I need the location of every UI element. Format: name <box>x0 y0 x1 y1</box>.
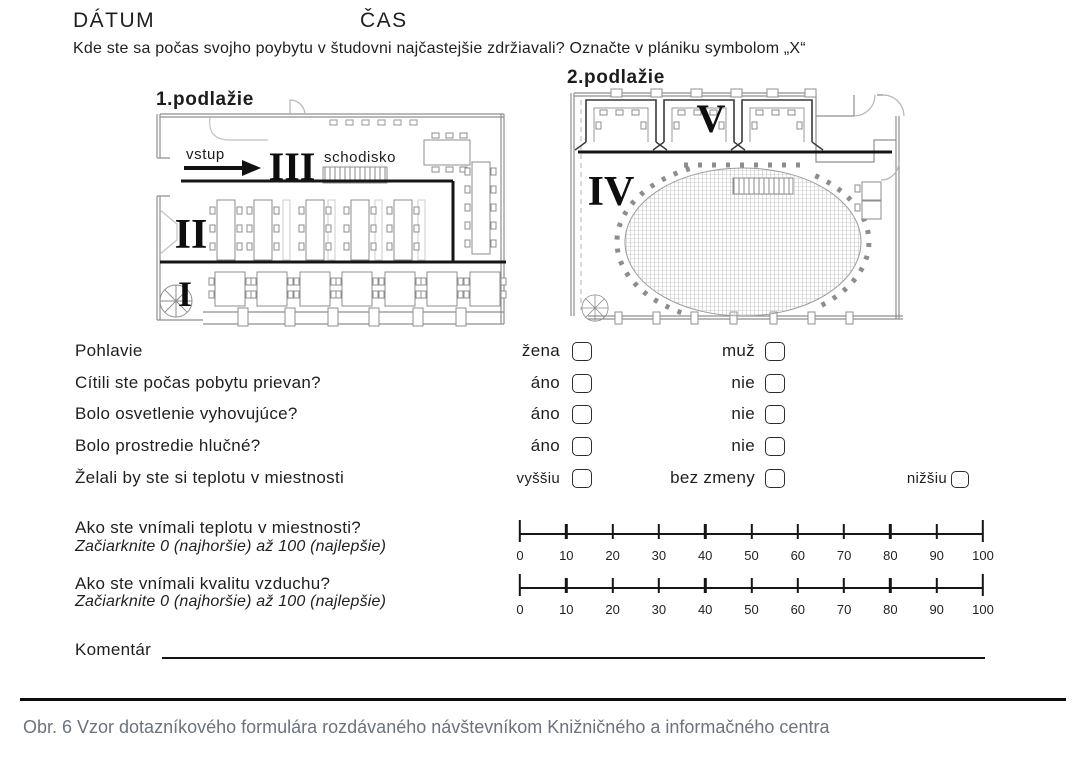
option-label-zena: žena <box>521 341 560 360</box>
scale-tick <box>750 578 752 593</box>
option-label-muz: muž <box>721 341 755 360</box>
scale-tick-label: 50 <box>744 602 759 617</box>
scale-tick <box>704 578 706 593</box>
scale-tick-label: 90 <box>929 602 944 617</box>
scale-tick <box>519 574 521 596</box>
scale-tick <box>565 524 567 539</box>
survey-question: Želali by ste si teplotu v miestnosti <box>75 468 345 487</box>
option-label-nie: nie <box>731 373 755 392</box>
scale-tick <box>935 578 937 593</box>
floor1-top-right-table <box>424 133 470 172</box>
scale-tick <box>565 578 567 593</box>
date-label: DÁTUM <box>73 9 156 32</box>
scale-tick-label: 20 <box>605 602 620 617</box>
scale-tick-label: 60 <box>790 548 806 563</box>
survey-row-lighting <box>0 404 1088 426</box>
scale-instruction-temperature: Začiarknite 0 (najhoršie) až 100 (najlepšie) <box>75 538 387 555</box>
scale-tick-label: 30 <box>651 548 667 563</box>
scale-tick <box>889 578 891 593</box>
scale-tick <box>658 524 660 539</box>
rating-scale-temperature[interactable] <box>516 518 994 564</box>
survey-question: Pohlavie <box>75 341 143 360</box>
scale-instruction-air: Začiarknite 0 (najhoršie) až 100 (najlepšie) <box>75 593 387 610</box>
comment-label: Komentár <box>75 640 152 659</box>
survey-question: Bolo prostredie hlučné? <box>75 436 261 455</box>
figure-divider <box>20 698 1066 701</box>
entrance-label: vstup <box>186 146 225 163</box>
option-label-nie: nie <box>731 404 755 423</box>
survey-question: Bolo osvetlenie vyhovujúce? <box>75 404 298 423</box>
scale-tick <box>843 524 845 539</box>
floor1-zone1-tables <box>209 272 506 306</box>
checkbox-muz[interactable] <box>765 342 785 361</box>
zone-2-label: II <box>174 212 208 258</box>
option-label-vyssiu: vyššiu <box>516 470 560 487</box>
comment-input-line[interactable] <box>162 630 985 659</box>
floor1-pillars <box>238 308 466 326</box>
floor1-right-table <box>465 162 496 254</box>
checkbox-teplota-bez-zmeny[interactable] <box>765 469 785 488</box>
option-label-ano: áno <box>530 404 560 423</box>
figure-caption: Obr. 6 Vzor dotazníkového formulára rozdávaného návštevníkom Knižničného a informačného centra <box>23 717 830 737</box>
floor2-spiral-stairs <box>582 295 608 321</box>
scale-tick <box>797 524 799 539</box>
survey-row-noise <box>0 436 1088 458</box>
option-label-bez-zmeny: bez zmeny <box>670 468 755 487</box>
scale-tick <box>889 524 891 539</box>
scale-tick <box>750 524 752 539</box>
floor2-right-tables <box>855 182 881 219</box>
scale-tick <box>704 524 706 539</box>
scale-question-temperature: Ako ste vnímali teplotu v miestnosti? <box>75 518 362 537</box>
scale-tick-label: 10 <box>559 602 574 617</box>
scale-tick <box>611 524 613 539</box>
floor1-title: 1.podlažie <box>156 89 254 110</box>
scale-tick-label: 70 <box>836 602 852 617</box>
floor2-staircase-hatch <box>733 178 793 194</box>
scale-tick-label: 0 <box>516 602 524 617</box>
checkbox-osvetlenie-ano[interactable] <box>572 405 592 424</box>
floor1-zone2-tables <box>210 200 419 260</box>
floor1-top-chairs <box>330 120 417 125</box>
checkbox-prievan-nie[interactable] <box>765 374 785 393</box>
survey-row-draft <box>0 373 1088 395</box>
staircase-label: schodisko <box>324 149 397 166</box>
scale-tick-label: 70 <box>836 548 852 563</box>
rating-scale-air-quality[interactable] <box>516 572 994 618</box>
scale-tick <box>982 574 984 596</box>
scale-tick <box>611 578 613 593</box>
survey-question: Cítili ste počas pobytu prievan? <box>75 373 321 392</box>
scale-tick <box>797 578 799 593</box>
scale-tick <box>843 578 845 593</box>
option-label-ano: áno <box>530 373 560 392</box>
scale-tick-label: 100 <box>972 548 994 563</box>
zone-5-label: V <box>696 96 726 141</box>
time-label: ČAS <box>360 9 408 32</box>
zone-4-label: IV <box>587 169 635 215</box>
scale-tick-label: 80 <box>883 602 898 617</box>
zone-1-label: I <box>177 274 193 314</box>
survey-row-gender <box>0 341 1088 363</box>
option-label-nie: nie <box>731 436 755 455</box>
scale-tick <box>982 520 984 542</box>
scale-tick-label: 60 <box>790 602 806 617</box>
checkbox-hlucne-ano[interactable] <box>572 437 592 456</box>
checkbox-osvetlenie-nie[interactable] <box>765 405 785 424</box>
scale-tick <box>658 578 660 593</box>
scale-question-air: Ako ste vnímali kvalitu vzduchu? <box>75 574 331 593</box>
option-label-nizsiu: nižšiu <box>906 470 947 487</box>
scale-tick-label: 0 <box>516 548 524 563</box>
main-question: Kde ste sa počas svojho poybytu v študovni najčastejšie zdržiavali? Označte v plániku symbolom „X“ <box>73 40 806 57</box>
scale-tick-label: 50 <box>744 548 759 563</box>
scale-tick-label: 40 <box>697 602 713 617</box>
scale-tick-label: 100 <box>972 602 994 617</box>
zone-3-label: III <box>268 144 316 189</box>
survey-row-temperature <box>0 468 1088 490</box>
floor1-plan[interactable] <box>148 88 518 334</box>
scale-tick-label: 20 <box>605 548 620 563</box>
floor2-title: 2.podlažie <box>567 67 665 88</box>
scale-tick-label: 80 <box>883 548 898 563</box>
scale-tick <box>519 520 521 542</box>
checkbox-hlucne-nie[interactable] <box>765 437 785 456</box>
scale-tick <box>935 524 937 539</box>
option-label-ano: áno <box>530 436 560 455</box>
scale-tick-label: 90 <box>929 548 944 563</box>
checkbox-prievan-ano[interactable] <box>572 374 592 393</box>
scale-tick-label: 10 <box>559 548 574 563</box>
checkbox-teplota-nizsiu[interactable] <box>951 471 969 488</box>
floor2-plan[interactable] <box>562 66 918 328</box>
scale-tick-label: 30 <box>651 602 667 617</box>
checkbox-zena[interactable] <box>572 342 592 361</box>
checkbox-teplota-vyssiu[interactable] <box>572 469 592 488</box>
scale-tick-label: 40 <box>697 548 713 563</box>
